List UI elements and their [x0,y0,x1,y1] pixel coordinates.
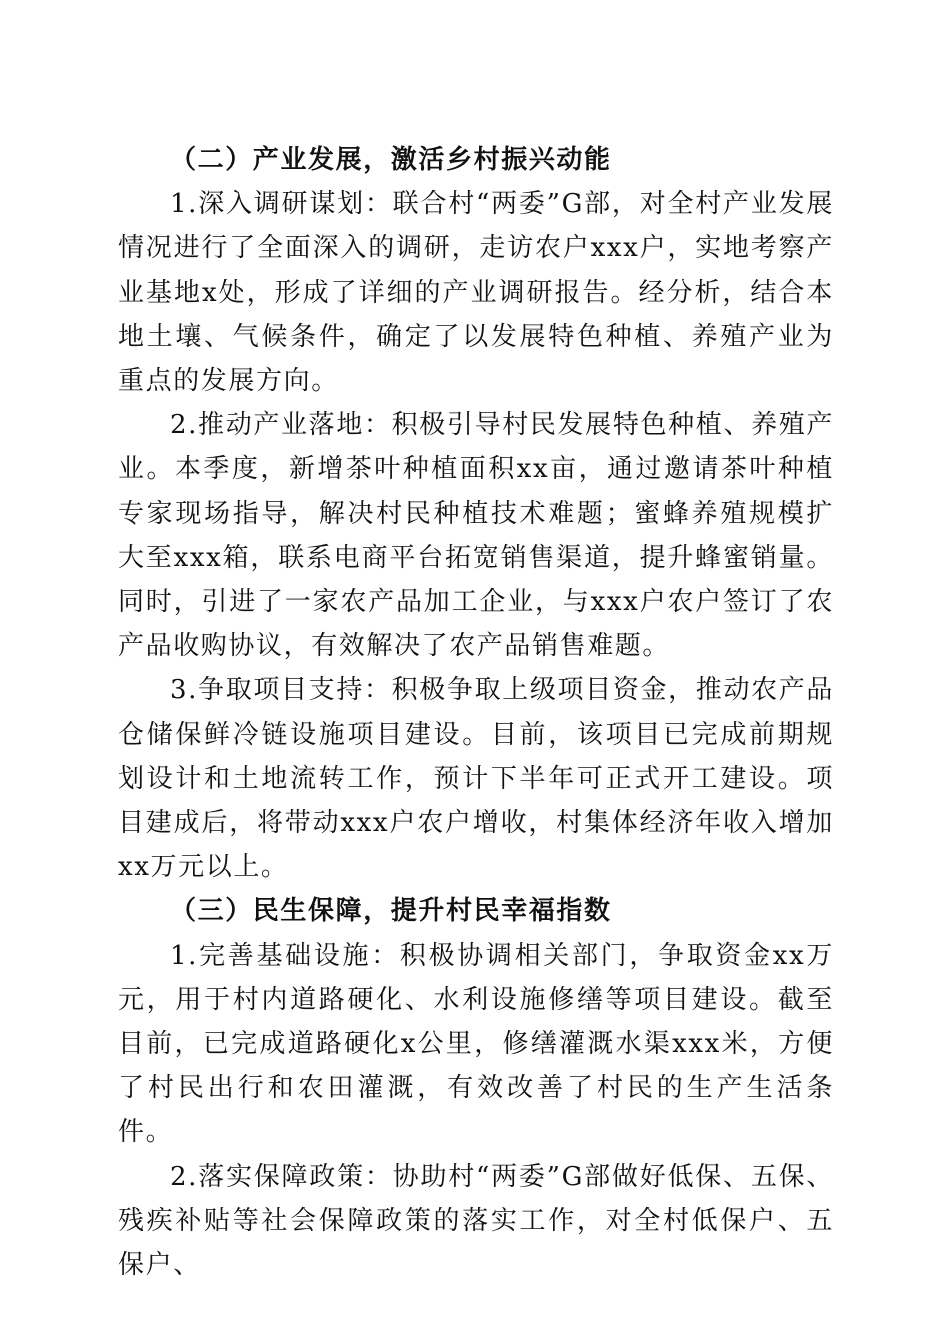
section-heading-industry: （二）产业发展，激活乡村振兴动能 [170,145,612,175]
paragraph-project-support: 3.争取项目支持：积极争取上级项目资金，推动农产品仓储保鲜冷链设施项目建设。目前，该项目已完成前期规划设计和土地流转工作，预计下半年可正式开工建设。项目建成后，将带动xxx户农户增收，村集体经济年收入增加xx万元以上。 [118,675,834,883]
paragraph-security-policy: 2.落实保障政策：协助村“两委”G部做好低保、五保、残疾补贴等社会保障政策的落实工作，对全村低保户、五保户、 [118,1161,834,1281]
document-body [118,138,834,1287]
paragraph-research-planning: 1.深入调研谋划：联合村“两委”G部，对全村产业发展情况进行了全面深入的调研，走访农户xxx户，实地考察产业基地x处，形成了详细的产业调研报告。经分析，结合本地土壤、气候条件，确定了以发展特色种植、养殖产业为重点的发展方向。 [118,189,834,397]
section-heading-livelihood: （三）民生保障，提升村民幸福指数 [170,896,612,927]
paragraph-infrastructure: 1.完善基础设施：积极协调相关部门，争取资金xx万元，用于村内道路硬化、水利设施修缮等项目建设。截至目前，已完成道路硬化x公里，修缮灌溉水渠xxx米，方便了村民出行和农田灌溉，有效改善了村民的生产生活条件。 [118,940,834,1148]
paragraph-industry-landing: 2.推动产业落地：积极引导村民发展特色种植、养殖产业。本季度，新增茶叶种植面积xx亩，通过邀请茶叶种植专家现场指导，解决村民种植技术难题；蜜蜂养殖规模扩大至xxx箱，联系电商平台拓宽销售渠道，提升蜂蜜销量。同时，引进了一家农产品加工企业，与xxx户农户签订了农产品收购协议，有效解决了农产品销售难题。 [118,410,834,662]
